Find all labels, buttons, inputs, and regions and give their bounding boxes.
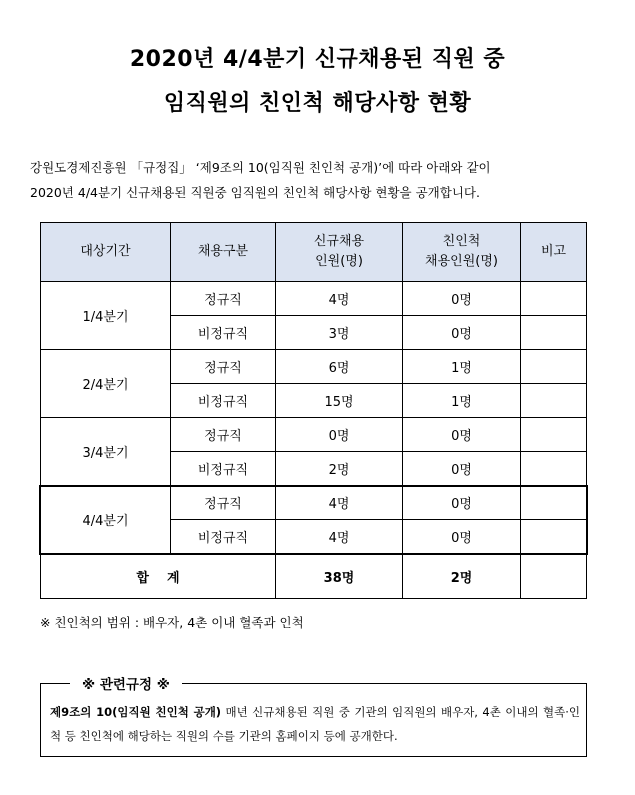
type-cell: 비정규직 (171, 452, 276, 486)
related-rules-text (50, 700, 580, 748)
rule-body: 매년 신규채용된 직원 중 기관의 임직원의 배우자, 4촌 이내의 혈족·인척 등 친인척에 해당하는 직원의 수를 기관의 홈페이지 등에 공개한다. (50, 705, 581, 743)
remarks-cell (521, 350, 587, 384)
type-cell: 정규직 (171, 350, 276, 384)
remarks-cell (521, 282, 587, 316)
relatives-cell: 0명 (403, 418, 521, 452)
relatives-cell: 0명 (403, 316, 521, 350)
relative-scope-note: ※ 친인척의 범위 : 배우자, 4촌 이내 혈족과 인척 (40, 615, 304, 630)
remarks-cell (521, 452, 587, 486)
type-cell: 정규직 (171, 418, 276, 452)
relatives-cell: 1명 (403, 350, 521, 384)
type-cell: 정규직 (171, 486, 276, 520)
new-hires-cell: 15명 (276, 384, 403, 418)
total-relatives: 2명 (403, 554, 521, 599)
period-cell: 3/4분기 (41, 418, 171, 486)
rule-clause: 제9조의 10(임직원 친인척 공개) (50, 705, 222, 719)
new-hires-cell: 0명 (276, 418, 403, 452)
remarks-cell (521, 486, 587, 520)
header-period: 대상기간 (41, 223, 171, 282)
new-hires-cell: 4명 (276, 282, 403, 316)
period-cell: 1/4분기 (41, 282, 171, 350)
period-cell: 2/4분기 (41, 350, 171, 418)
type-cell: 정규직 (171, 282, 276, 316)
title-line-1: 2020년 4/4분기 신규채용된 직원 중 (129, 47, 506, 72)
total-new-hires: 38명 (276, 554, 403, 599)
new-hires-cell: 6명 (276, 350, 403, 384)
type-cell: 비정규직 (171, 384, 276, 418)
remarks-cell (521, 418, 587, 452)
table-row (41, 350, 587, 384)
title-line-2: 임직원의 친인척 해당사항 현황 (163, 91, 472, 116)
total-remarks (521, 554, 587, 599)
header-remarks: 비고 (521, 223, 587, 282)
table-header-row (41, 223, 587, 282)
new-hires-cell: 4명 (276, 486, 403, 520)
new-hires-cell: 2명 (276, 452, 403, 486)
period-cell: 4/4분기 (41, 486, 171, 554)
header-new-hires: 신규채용 인원(명) (276, 223, 403, 282)
table-row (41, 418, 587, 452)
type-cell: 비정규직 (171, 520, 276, 554)
new-hires-cell: 3명 (276, 316, 403, 350)
header-relatives: 친인척 채용인원(명) (403, 223, 521, 282)
intro-line-2: 2020년 4/4분기 신규채용된 직원중 임직원의 친인척 해당사항 현황을 공개합니다. (30, 185, 480, 200)
relatives-cell: 0명 (403, 486, 521, 520)
table-row (41, 486, 587, 520)
hiring-table (40, 222, 587, 599)
relatives-cell: 0명 (403, 282, 521, 316)
table-row (41, 282, 587, 316)
remarks-cell (521, 384, 587, 418)
related-rules-title: ※ 관련규정 ※ (70, 673, 182, 693)
remarks-cell (521, 316, 587, 350)
remarks-cell (521, 520, 587, 554)
type-cell: 비정규직 (171, 316, 276, 350)
new-hires-cell: 4명 (276, 520, 403, 554)
header-type: 채용구분 (171, 223, 276, 282)
total-row (41, 554, 587, 599)
relatives-cell: 0명 (403, 452, 521, 486)
total-label: 합 계 (41, 554, 276, 599)
relatives-cell: 1명 (403, 384, 521, 418)
relatives-cell: 0명 (403, 520, 521, 554)
intro-line-1: 강원도경제진흥원 「규정집」 ‘제9조의 10(임직원 친인척 공개)’에 따라 아래와 같이 (30, 160, 491, 175)
